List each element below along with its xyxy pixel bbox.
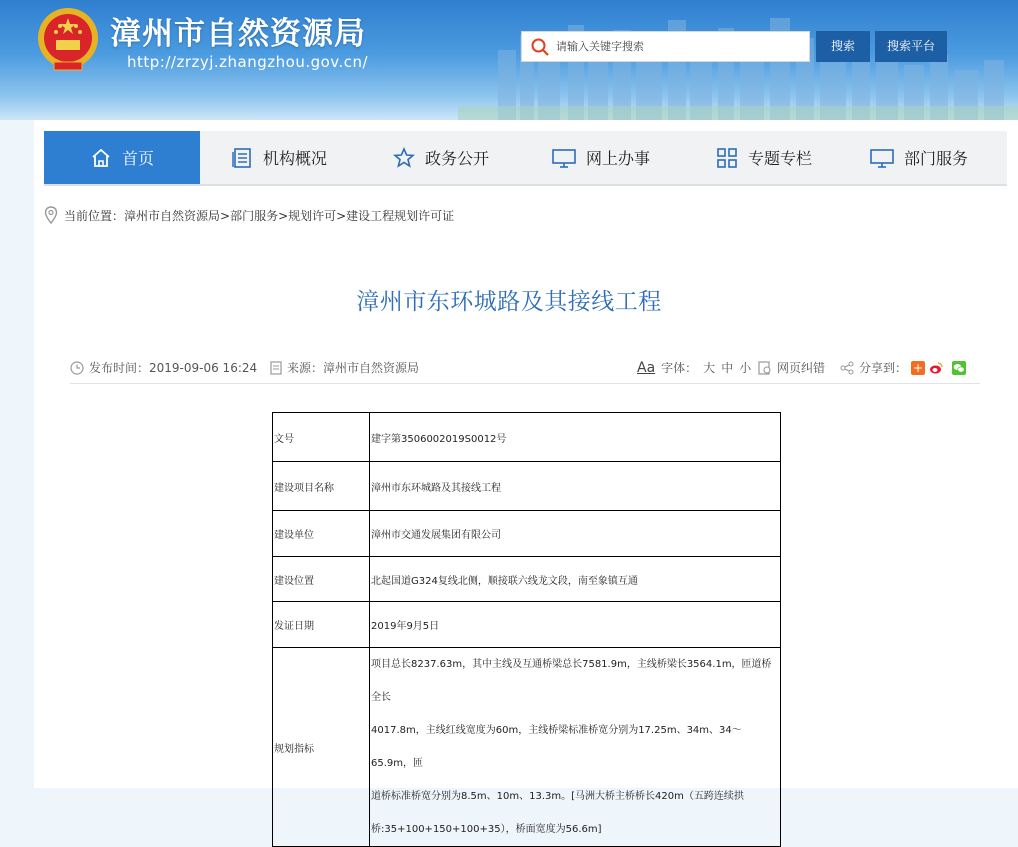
row-value: 2019年9月5日 [370, 602, 781, 648]
correction-icon [758, 361, 772, 375]
row-key: 建设项目名称 [273, 462, 370, 511]
nav-item-org[interactable] [231, 131, 327, 184]
row-key: 文号 [273, 413, 370, 462]
font-medium-button[interactable]: 中 [721, 361, 734, 375]
breadcrumb-prefix: 当前位置： [64, 208, 125, 223]
row-key: 建设位置 [273, 557, 370, 602]
font-small-button[interactable]: 小 [739, 361, 752, 375]
table-row [273, 462, 781, 511]
table-row [273, 602, 781, 648]
article-source [270, 359, 419, 376]
font-size-glyph: Aa [637, 359, 656, 376]
home-icon [90, 147, 112, 169]
page-correction-link[interactable] [758, 359, 825, 376]
article-meta-bar [70, 355, 980, 384]
nav-label: 专题专栏 [748, 149, 813, 168]
table-row [273, 557, 781, 602]
row-value: 北起国道G324复线北侧，顺接联六线龙文段，南至象镇互通 [370, 557, 781, 602]
monitor-icon [870, 147, 894, 169]
weibo-icon[interactable] [929, 361, 943, 375]
nav-label: 首页 [121, 149, 154, 168]
document-icon [270, 361, 282, 375]
city-skyline-banner [458, 10, 1018, 120]
national-emblem-logo [36, 6, 100, 74]
main-nav [44, 131, 1007, 186]
permit-info-table [272, 412, 781, 847]
star-icon [393, 147, 415, 169]
row-key: 发证日期 [273, 602, 370, 648]
indicator-line: 4017.8m，主线红线宽度为60m，主线桥梁标准桥宽分别为17.25m、34m、34～65.9m，匝 [371, 725, 742, 769]
indicator-line: 道桥标准桥宽分别为8.5m、10m、13.3m。[马洲大桥主桥桥长420m（五跨连续拱 [371, 791, 744, 802]
indicator-line: 项目总长8237.63m，其中主线及互通桥梁总长7581.9m，主线桥梁长3564.1m，匝道桥全长 [371, 659, 772, 703]
row-value: 漳州市交通发展集团有限公司 [370, 511, 781, 557]
row-value-indicators [370, 648, 781, 847]
share-label: 分享到： [859, 361, 908, 375]
publish-time [70, 359, 257, 376]
font-size-control [637, 359, 751, 376]
indicator-line: 桥:35+100+150+100+35），桥面宽度为56.6m] [371, 824, 602, 835]
clock-icon [70, 361, 84, 375]
nav-label: 政务公开 [425, 149, 490, 168]
breadcrumb [44, 206, 454, 224]
nav-item-gov-affairs[interactable] [393, 131, 489, 184]
share-plus-icon[interactable]: + [912, 360, 924, 375]
row-key: 规划指标 [273, 648, 370, 847]
nav-item-home[interactable] [44, 131, 200, 184]
site-title: 漳州市自然资源局 [110, 16, 366, 52]
page-title: 漳州市东环城路及其接线工程 [356, 289, 662, 315]
wechat-icon[interactable] [952, 361, 966, 375]
table-row [273, 511, 781, 557]
site-header [0, 0, 1018, 120]
nav-label: 网上办事 [586, 149, 651, 168]
nav-item-topics[interactable] [716, 131, 812, 184]
source-text: 来源：漳州市自然资源局 [287, 361, 420, 375]
grid-icon [716, 147, 738, 169]
share-icon [840, 361, 854, 375]
search-input[interactable] [556, 32, 806, 61]
row-value: 漳州市东环城路及其接线工程 [370, 462, 781, 511]
publish-time-text: 发布时间：2019-09-06 16:24 [89, 361, 258, 375]
search-button[interactable]: 搜索 [816, 31, 870, 62]
nav-label: 机构概况 [263, 149, 328, 168]
row-value: 建字第3506002019S0012号 [370, 413, 781, 462]
table-row [273, 413, 781, 462]
search-box [521, 31, 810, 62]
nav-item-online-service[interactable] [552, 131, 650, 184]
search-platform-button[interactable]: 搜索平台 [875, 31, 947, 62]
location-pin-icon [44, 206, 58, 224]
monitor-icon [552, 147, 576, 169]
breadcrumb-path[interactable]: 漳州市自然资源局>部门服务>规划许可>建设工程规划许可证 [124, 208, 455, 223]
share-bar [840, 359, 971, 376]
nav-item-dept-service[interactable] [870, 131, 968, 184]
row-key: 建设单位 [273, 511, 370, 557]
site-url[interactable]: http://zrzyj.zhangzhou.gov.cn/ [127, 53, 369, 71]
correction-text: 网页纠错 [777, 361, 826, 375]
list-doc-icon [231, 147, 253, 169]
font-size-label: 字体： [661, 361, 698, 375]
font-large-button[interactable]: 大 [703, 361, 716, 375]
search-icon[interactable] [530, 37, 550, 57]
table-row [273, 648, 781, 847]
nav-label: 部门服务 [904, 149, 969, 168]
